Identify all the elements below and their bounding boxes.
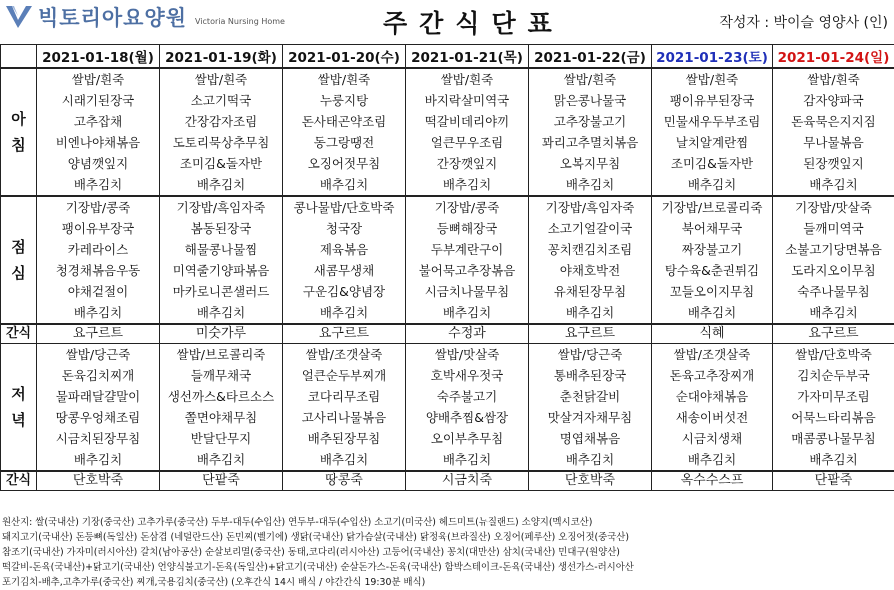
menu-item: 어묵느타리볶음 xyxy=(773,407,894,428)
menu-item: 기장밥/콩죽 xyxy=(406,197,528,218)
dinner-cell-day-6 xyxy=(652,344,773,472)
lunch-row xyxy=(1,196,894,324)
lunch-cell-day-1 xyxy=(37,196,160,324)
dinner-label-char: 저 xyxy=(1,381,36,407)
origin-note-line: 돼지고기(국내산) 돈등뼈(독일산) 돈삼겹 (네덜란드산) 돈민찌(벨기에) 생닭(국내산) 닭가슴살(국내산) 닭정육(브라질산) 오징어(페루산) 오징어젓(중국산) xyxy=(2,530,634,545)
dinner-row xyxy=(1,344,894,472)
menu-item: 시금치생채 xyxy=(652,428,772,449)
menu-item: 도라지오이무침 xyxy=(773,260,894,281)
menu-item: 꽁치캔김치조림 xyxy=(529,239,651,260)
dinner-label-char: 녁 xyxy=(1,407,36,433)
menu-item: 쌀밥/흰죽 xyxy=(406,69,528,90)
menu-item: 배추김치 xyxy=(406,449,528,470)
breakfast-label-char: 침 xyxy=(1,132,36,158)
breakfast-cell-day-4 xyxy=(406,68,529,196)
menu-item: 동그랑땡전 xyxy=(283,132,405,153)
menu-item: 돈육묵은지지짐 xyxy=(773,111,894,132)
menu-item: 간장깻잎지 xyxy=(406,153,528,174)
menu-item: 통배추된장국 xyxy=(529,365,651,386)
menu-item: 물파래달걀말이 xyxy=(37,386,159,407)
menu-item: 배추된장무침 xyxy=(283,428,405,449)
menu-item: 돈육고추장찌개 xyxy=(652,365,772,386)
menu-item: 유채된장무침 xyxy=(529,281,651,302)
menu-item: 고추잡채 xyxy=(37,111,159,132)
breakfast-cell-day-3 xyxy=(283,68,406,196)
night-snack-label: 간식 xyxy=(1,471,37,491)
menu-item: 소불고기당면볶음 xyxy=(773,239,894,260)
menu-item: 미역줄기양파볶음 xyxy=(160,260,282,281)
menu-item: 맛살겨자채무침 xyxy=(529,407,651,428)
menu-item: 반달단무지 xyxy=(160,428,282,449)
afternoon-snack-cell-day-6: 식혜 xyxy=(652,324,773,344)
night-snack-cell-day-1: 단호박죽 xyxy=(37,471,160,491)
menu-item: 해물콩나물찜 xyxy=(160,239,282,260)
breakfast-label-char: 아 xyxy=(1,106,36,132)
menu-item: 배추김치 xyxy=(773,174,894,195)
date-header-2: 2021-01-19(화) xyxy=(160,45,283,69)
breakfast-cell-day-2 xyxy=(160,68,283,196)
logo xyxy=(4,2,285,32)
menu-item: 청국장 xyxy=(283,218,405,239)
menu-item: 쌀밥/당근죽 xyxy=(529,344,651,365)
menu-item: 구운김&양념장 xyxy=(283,281,405,302)
menu-item: 시래기된장국 xyxy=(37,90,159,111)
menu-item: 돈사태곤약조림 xyxy=(283,111,405,132)
dinner-cell-day-7 xyxy=(773,344,894,472)
menu-item: 짜장불고기 xyxy=(652,239,772,260)
lunch-label-char: 심 xyxy=(1,260,36,286)
menu-item: 꽈리고추멸치볶음 xyxy=(529,132,651,153)
menu-item: 오징어젓무침 xyxy=(283,153,405,174)
breakfast-cell-day-6 xyxy=(652,68,773,196)
menu-item: 팽이유부장국 xyxy=(37,218,159,239)
lunch-cell-day-6 xyxy=(652,196,773,324)
menu-item: 얼큰순두부찌개 xyxy=(283,365,405,386)
menu-item: 배추김치 xyxy=(773,302,894,323)
menu-item: 소고기얼갈이국 xyxy=(529,218,651,239)
menu-item: 배추김치 xyxy=(773,449,894,470)
menu-item: 야채호박전 xyxy=(529,260,651,281)
afternoon-snack-row xyxy=(1,324,894,344)
menu-item: 쌀밥/흰죽 xyxy=(652,69,772,90)
breakfast-cell-day-5 xyxy=(529,68,652,196)
menu-item: 쌀밥/흰죽 xyxy=(283,69,405,90)
menu-item: 돈육김치찌개 xyxy=(37,365,159,386)
menu-item: 배추김치 xyxy=(283,302,405,323)
origin-note-line: 포기김치-배추,고추가루(중국산) 찌개,국용김치(중국산) (오후간식 14시 배식 / 야간간식 19:30분 배식) xyxy=(2,575,634,590)
menu-item: 조미김&돌자반 xyxy=(652,153,772,174)
menu-item: 쌀밥/조갯살죽 xyxy=(283,344,405,365)
logo-icon xyxy=(4,2,34,32)
page-title: 주간식단표 xyxy=(383,4,564,40)
menu-item: 들깨미역국 xyxy=(773,218,894,239)
menu-item: 마카로니콘샐러드 xyxy=(160,281,282,302)
menu-item: 배추김치 xyxy=(529,302,651,323)
menu-item: 간장감자조림 xyxy=(160,111,282,132)
menu-item: 배추김치 xyxy=(37,302,159,323)
corner-cell xyxy=(1,45,37,69)
afternoon-snack-label: 간식 xyxy=(1,324,37,344)
menu-item: 기장밥/흑임자죽 xyxy=(160,197,282,218)
menu-item: 배추김치 xyxy=(529,449,651,470)
lunch-cell-day-3 xyxy=(283,196,406,324)
menu-item: 기장밥/흑임자죽 xyxy=(529,197,651,218)
menu-item: 배추김치 xyxy=(160,302,282,323)
dinner-label xyxy=(1,344,37,472)
dinner-cell-day-4 xyxy=(406,344,529,472)
afternoon-snack-cell-day-7: 요구르트 xyxy=(773,324,894,344)
menu-item: 김치순두부국 xyxy=(773,365,894,386)
menu-item: 들깨무채국 xyxy=(160,365,282,386)
menu-item: 조미김&돌자반 xyxy=(160,153,282,174)
menu-item: 등뼈해장국 xyxy=(406,218,528,239)
menu-item: 매콤콩나물무침 xyxy=(773,428,894,449)
date-header-5: 2021-01-22(금) xyxy=(529,45,652,69)
night-snack-cell-day-6: 옥수수스프 xyxy=(652,471,773,491)
menu-item: 양념깻잎지 xyxy=(37,153,159,174)
menu-item: 춘천닭갈비 xyxy=(529,386,651,407)
menu-item: 바지락살미역국 xyxy=(406,90,528,111)
menu-item: 두부계란구이 xyxy=(406,239,528,260)
menu-item: 비엔나야채볶음 xyxy=(37,132,159,153)
menu-item: 감자양파국 xyxy=(773,90,894,111)
menu-item: 배추김치 xyxy=(283,174,405,195)
menu-item: 배추김치 xyxy=(37,174,159,195)
origin-note-line: 원산지: 쌀(국내산) 기장(중국산) 고추가루(중국산) 두부-대두(수입산) 연두부-대두(수입산) 소고기(미국산) 헤드미트(뉴질랜드) 소양지(멕시코산) xyxy=(2,515,634,530)
menu-item: 코다리무조림 xyxy=(283,386,405,407)
menu-item: 땅콩우엉채조림 xyxy=(37,407,159,428)
menu-item: 쌀밥/맛살죽 xyxy=(406,344,528,365)
menu-item: 카레라이스 xyxy=(37,239,159,260)
dinner-cell-day-3 xyxy=(283,344,406,472)
menu-item: 무나물볶음 xyxy=(773,132,894,153)
date-header-7: 2021-01-24(일) xyxy=(773,45,894,69)
breakfast-label xyxy=(1,68,37,196)
menu-item: 기장밥/맛살죽 xyxy=(773,197,894,218)
menu-table xyxy=(0,44,894,491)
night-snack-cell-day-5: 단호박죽 xyxy=(529,471,652,491)
menu-item: 배추김치 xyxy=(406,174,528,195)
menu-item: 시금치나물무침 xyxy=(406,281,528,302)
menu-item: 배추김치 xyxy=(283,449,405,470)
menu-item: 새콤무생채 xyxy=(283,260,405,281)
menu-item: 쌀밥/조갯살죽 xyxy=(652,344,772,365)
menu-item: 쌀밥/단호박죽 xyxy=(773,344,894,365)
menu-item: 쌀밥/흰죽 xyxy=(529,69,651,90)
menu-item: 쌀밥/당근죽 xyxy=(37,344,159,365)
menu-item: 쌀밥/흰죽 xyxy=(773,69,894,90)
logo-text: 빅토리아요양원 xyxy=(38,2,187,32)
menu-item: 얼큰무우조림 xyxy=(406,132,528,153)
menu-item: 배추김치 xyxy=(160,174,282,195)
afternoon-snack-cell-day-5: 요구르트 xyxy=(529,324,652,344)
menu-item: 쌀밥/브로콜리죽 xyxy=(160,344,282,365)
menu-item: 고추장불고기 xyxy=(529,111,651,132)
menu-item: 민물새우두부조림 xyxy=(652,111,772,132)
date-header-1: 2021-01-18(월) xyxy=(37,45,160,69)
menu-item: 콩나물밥/단호박죽 xyxy=(283,197,405,218)
menu-item: 배추김치 xyxy=(406,302,528,323)
breakfast-cell-day-1 xyxy=(37,68,160,196)
date-header-row xyxy=(1,45,894,69)
date-header-6: 2021-01-23(토) xyxy=(652,45,773,69)
menu-item: 쌀밥/흰죽 xyxy=(37,69,159,90)
menu-item: 기장밥/콩죽 xyxy=(37,197,159,218)
menu-item: 배추김치 xyxy=(652,449,772,470)
menu-item: 숙주나물무침 xyxy=(773,281,894,302)
menu-item: 떡갈비데리야끼 xyxy=(406,111,528,132)
menu-item: 날치알계란찜 xyxy=(652,132,772,153)
lunch-label-char: 점 xyxy=(1,234,36,260)
afternoon-snack-cell-day-2: 미숫가루 xyxy=(160,324,283,344)
menu-item: 고사리나물볶음 xyxy=(283,407,405,428)
lunch-cell-day-4 xyxy=(406,196,529,324)
date-header-3: 2021-01-20(수) xyxy=(283,45,406,69)
dinner-cell-day-1 xyxy=(37,344,160,472)
menu-item: 배추김치 xyxy=(160,449,282,470)
afternoon-snack-cell-day-3: 요구르트 xyxy=(283,324,406,344)
dinner-cell-day-2 xyxy=(160,344,283,472)
menu-item: 탕수육&춘권튀김 xyxy=(652,260,772,281)
date-header-4: 2021-01-21(목) xyxy=(406,45,529,69)
menu-item: 불어묵고추장볶음 xyxy=(406,260,528,281)
origin-note-line: 참조기(국내산) 가자미(러시아산) 갈치(남아공산) 순살보리멸(중국산) 동태,코다리(러시아산) 고등어(국내산) 꽁치(대만산) 삼치(국내산) 민대구(원양산) xyxy=(2,545,634,560)
author-label: 작성자 : 박이슬 영양사 (인) xyxy=(719,12,888,32)
menu-item: 명엽채볶음 xyxy=(529,428,651,449)
menu-item: 청경채볶음우동 xyxy=(37,260,159,281)
menu-item: 새송이버섯전 xyxy=(652,407,772,428)
afternoon-snack-cell-day-4: 수정과 xyxy=(406,324,529,344)
lunch-cell-day-2 xyxy=(160,196,283,324)
origin-note-line: 떡갈비-돈육(국내산)+닭고기(국내산) 언양식불고기-돈육(독일산)+닭고기(국내산) 순살돈가스-돈육(국내산) 함박스테이크-돈육(국내산) 생선가스-러시아산 xyxy=(2,560,634,575)
night-snack-cell-day-2: 단팥죽 xyxy=(160,471,283,491)
menu-item: 북어채무국 xyxy=(652,218,772,239)
dinner-cell-day-5 xyxy=(529,344,652,472)
menu-item: 배추김치 xyxy=(652,302,772,323)
menu-item: 된장깻잎지 xyxy=(773,153,894,174)
origin-notes xyxy=(2,515,634,590)
menu-item: 쫄면야채무침 xyxy=(160,407,282,428)
breakfast-row xyxy=(1,68,894,196)
menu-item: 봄동된장국 xyxy=(160,218,282,239)
menu-item: 도토리묵상추무침 xyxy=(160,132,282,153)
menu-item: 꼬들오이지무침 xyxy=(652,281,772,302)
menu-item: 팽이유부된장국 xyxy=(652,90,772,111)
menu-item: 순대야채볶음 xyxy=(652,386,772,407)
night-snack-row xyxy=(1,471,894,491)
menu-item: 소고기떡국 xyxy=(160,90,282,111)
menu-item: 기장밥/브로콜리죽 xyxy=(652,197,772,218)
menu-item: 쌀밥/흰죽 xyxy=(160,69,282,90)
afternoon-snack-cell-day-1: 요구르트 xyxy=(37,324,160,344)
menu-item: 숙주불고기 xyxy=(406,386,528,407)
menu-item: 배추김치 xyxy=(529,174,651,195)
menu-item: 호박새우젓국 xyxy=(406,365,528,386)
menu-item: 시금치된장무침 xyxy=(37,428,159,449)
menu-item: 배추김치 xyxy=(652,174,772,195)
header xyxy=(0,0,894,44)
lunch-cell-day-7 xyxy=(773,196,894,324)
menu-item: 오복지무침 xyxy=(529,153,651,174)
night-snack-cell-day-4: 시금치죽 xyxy=(406,471,529,491)
night-snack-cell-day-3: 땅콩죽 xyxy=(283,471,406,491)
lunch-label xyxy=(1,196,37,324)
menu-item: 맑은콩나물국 xyxy=(529,90,651,111)
breakfast-cell-day-7 xyxy=(773,68,894,196)
menu-item: 양배추찜&쌈장 xyxy=(406,407,528,428)
menu-item: 생선까스&타르소스 xyxy=(160,386,282,407)
lunch-cell-day-5 xyxy=(529,196,652,324)
menu-item: 야채겉절이 xyxy=(37,281,159,302)
logo-subtitle: Victoria Nursing Home xyxy=(195,17,285,26)
menu-item: 가자미무조림 xyxy=(773,386,894,407)
menu-item: 오이부추무침 xyxy=(406,428,528,449)
menu-item: 제육볶음 xyxy=(283,239,405,260)
night-snack-cell-day-7: 단팥죽 xyxy=(773,471,894,491)
menu-item: 누룽지탕 xyxy=(283,90,405,111)
menu-item: 배추김치 xyxy=(37,449,159,470)
